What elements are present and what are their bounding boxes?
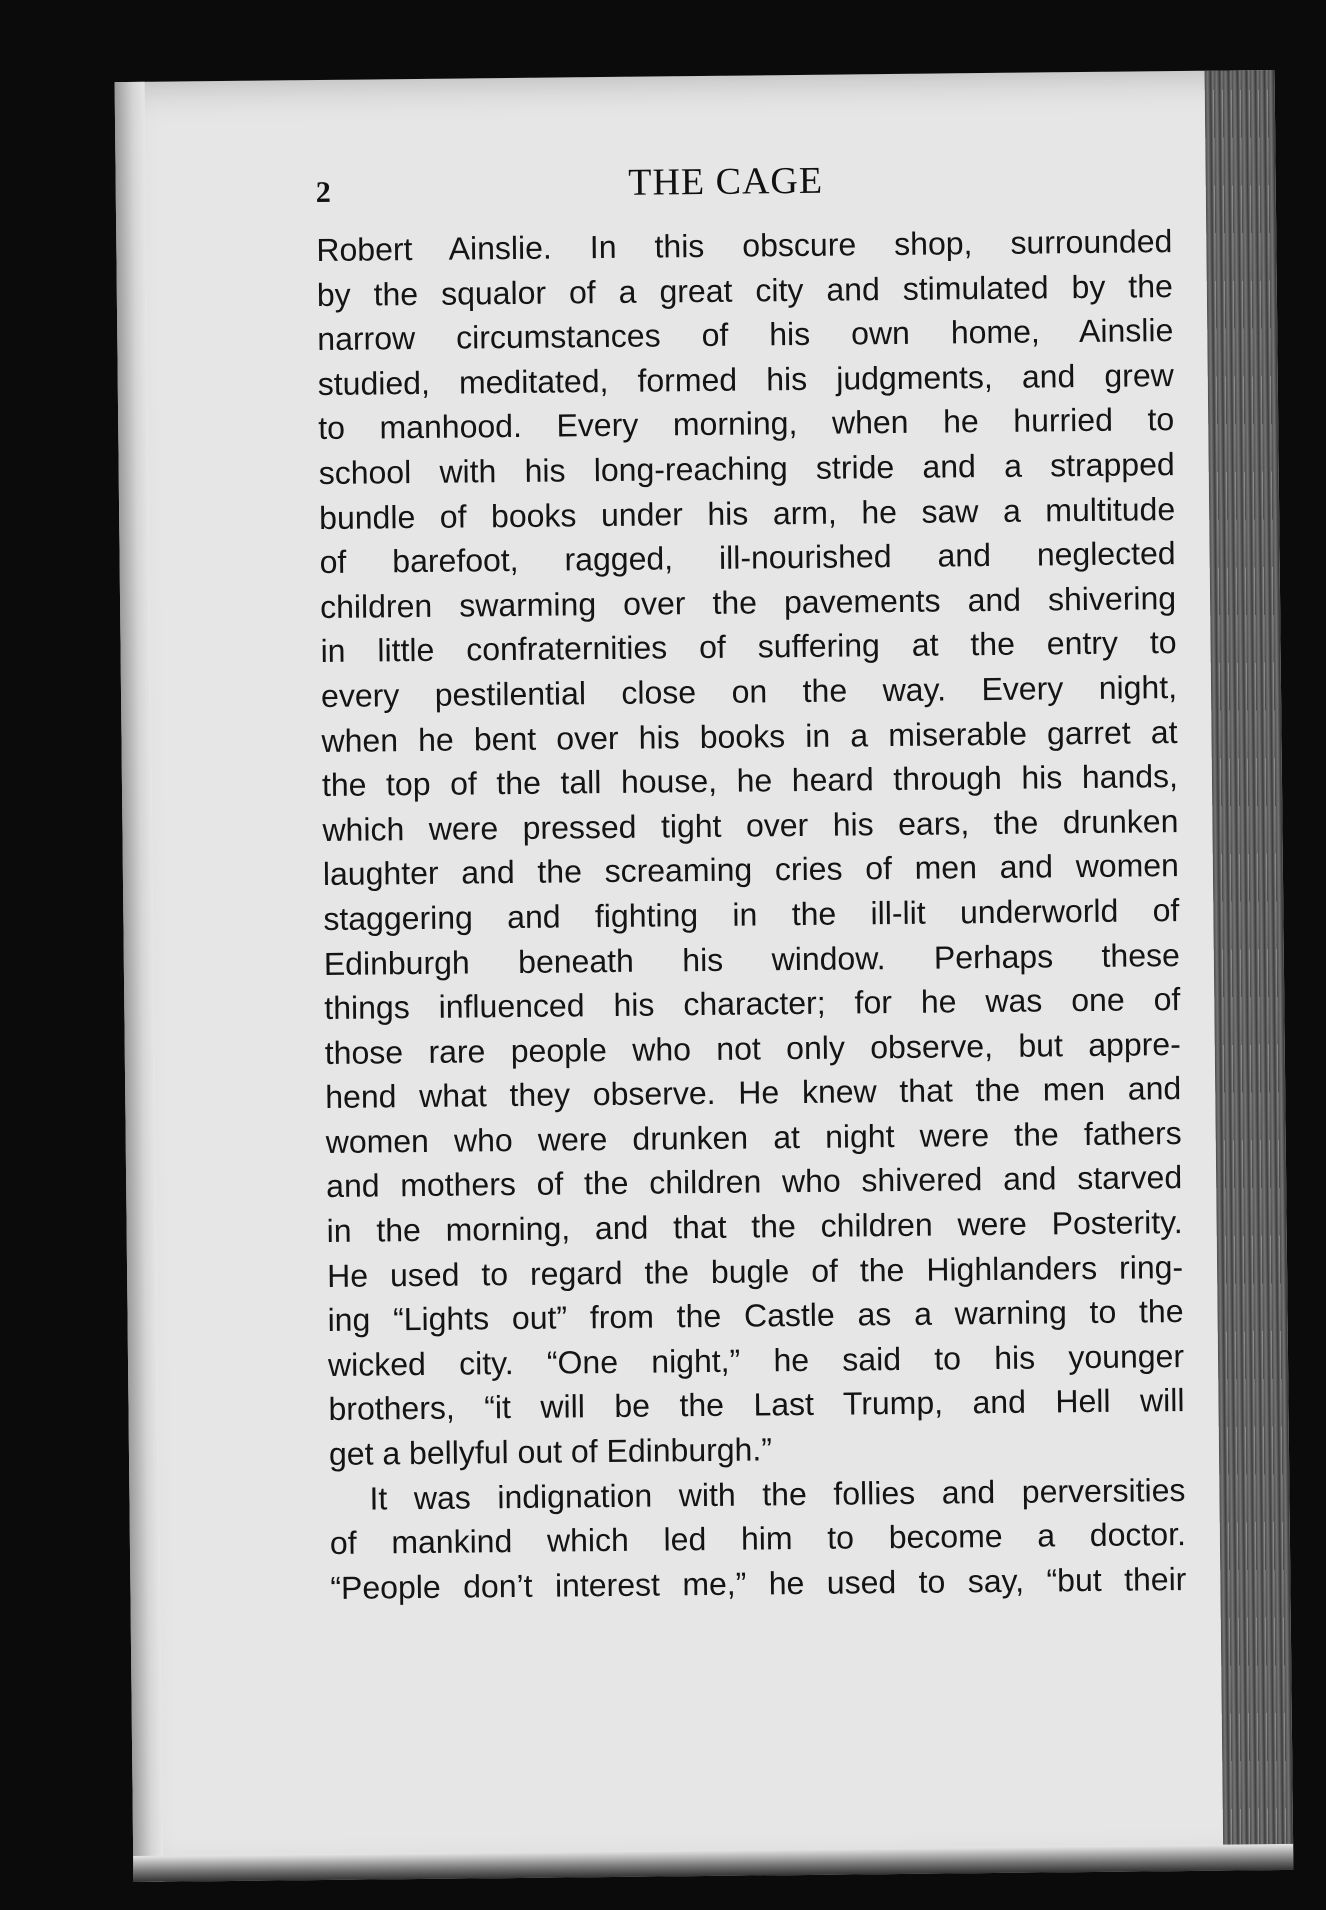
- page-header: [315, 155, 1135, 214]
- text-line: the top of the tall house, he heard through his hands,: [321, 758, 1179, 804]
- text-line: Edinburgh beneath his window. Perhaps these: [323, 936, 1180, 982]
- page-gutter: [115, 82, 164, 1882]
- text-line: wicked city. “One night,” he said to his younger: [327, 1337, 1185, 1383]
- text-line: school with his long-reaching stride and a strapped: [318, 446, 1175, 491]
- text-line: brothers, “it will be the Last Trump, and Hell will: [328, 1382, 1185, 1428]
- text-line: children swarming over the pavements and shivering: [319, 579, 1177, 625]
- page-bottom-edge: [133, 1844, 1293, 1882]
- page-number: 2: [315, 175, 331, 210]
- text-line: in the morning, and that the children were Posterity.: [326, 1204, 1183, 1250]
- text-line: those rare people who not only observe, but appre-: [324, 1025, 1181, 1071]
- running-head: THE CAGE: [628, 159, 824, 204]
- text-line: when he bent over his books in a miserable garret at: [321, 713, 1178, 759]
- text-line: hend what they observe. He knew that the men and: [325, 1070, 1182, 1116]
- text-line: He used to regard the bugle of the Highlanders ring-: [326, 1248, 1184, 1294]
- text-line: and mothers of the children who shivered and starved: [325, 1159, 1183, 1205]
- text-line: narrow circumstances of his own home, Ainslie: [317, 312, 1174, 358]
- text-line: by the squalor of a great city and stimulated by the: [316, 267, 1173, 313]
- text-line: which were pressed tight over his ears, the drunken: [322, 802, 1179, 848]
- page-fore-edge: [1205, 70, 1294, 1871]
- text-line: get a bellyful out of Edinburgh.”: [328, 1431, 773, 1472]
- paragraph-start-line: It was indignation with the follies and perversities: [369, 1471, 1186, 1517]
- text-line: every pestilential close on the way. Every night,: [320, 668, 1178, 714]
- text-line: laughter and the screaming cries of men and women: [322, 847, 1180, 893]
- text-line: ing “Lights out” from the Castle as a warning to the: [327, 1293, 1184, 1339]
- text-line: “People don’t interest me,” he used to say, “but their: [330, 1560, 1187, 1606]
- text-line: Robert Ainslie. In this obscure shop, surrounded: [316, 223, 1173, 269]
- text-line: women who were drunken at night were the fathers: [325, 1114, 1182, 1160]
- text-line: to manhood. Every morning, when he hurried to: [318, 401, 1175, 447]
- body-text: [316, 219, 1186, 1610]
- text-line: things influenced his character; for he was one of: [324, 981, 1181, 1027]
- text-line: bundle of books under his arm, he saw a multitude: [318, 490, 1176, 536]
- text-line: in little confraternities of suffering at the entry to: [320, 624, 1177, 670]
- text-line: studied, meditated, formed his judgments, and grew: [317, 356, 1174, 402]
- text-line: staggering and fighting in the ill-lit underworld of: [323, 891, 1180, 937]
- text-line: of barefoot, ragged, ill-nourished and neglected: [319, 535, 1176, 581]
- book-page: [115, 70, 1294, 1882]
- text-line: of mankind which led him to become a doctor.: [329, 1516, 1187, 1562]
